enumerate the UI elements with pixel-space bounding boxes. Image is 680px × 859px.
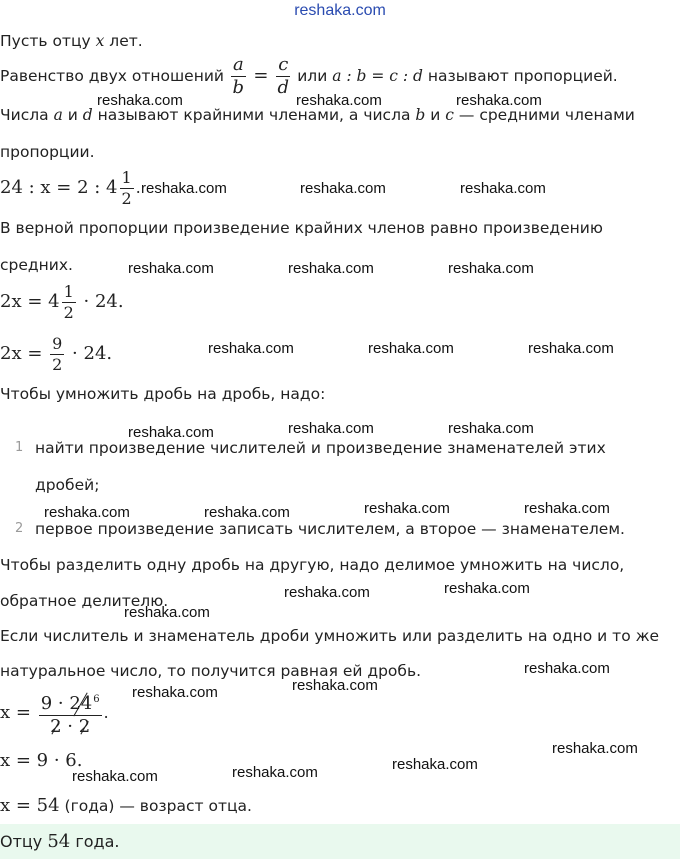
- math-expression: · 24.: [77, 291, 124, 312]
- line-equation-2x-mixed: [0, 278, 124, 326]
- watermark: reshaka.com: [448, 260, 534, 277]
- line-rule: [0, 217, 603, 239]
- text: Если числитель и знаменатель дроби умножить или разделить на одно и то же: [0, 627, 660, 645]
- fraction-c-d: [276, 54, 290, 99]
- denominator: 2: [52, 355, 63, 374]
- text: Пусть отцу: [0, 32, 96, 50]
- text: первое произведение записать числителем, а второе — знаменателем.: [35, 520, 625, 538]
- math-proportion: a : b = c : d: [332, 67, 423, 85]
- line-equation-2x-frac: [0, 330, 112, 378]
- math-expression: x =: [0, 702, 37, 723]
- crossed-factor: 24: [69, 693, 93, 714]
- list-item-1-line-1: [35, 437, 606, 459]
- watermark: reshaka.com: [72, 768, 158, 785]
- text: .: [135, 179, 141, 197]
- list-item-2: [35, 518, 625, 540]
- math-var: c: [445, 106, 454, 124]
- watermark: reshaka.com: [44, 504, 130, 521]
- line-middles: [0, 254, 73, 276]
- watermark: reshaka.com: [97, 92, 183, 109]
- text: Числа: [0, 106, 54, 124]
- fraction-one-half: [120, 168, 134, 209]
- site-link[interactable]: reshaka.com: [294, 2, 386, 19]
- text: найти произведение числителей и произведение знаменателей этих: [35, 439, 606, 457]
- watermark: reshaka.com: [141, 180, 227, 197]
- text: Равенство двух отношений: [0, 67, 229, 85]
- denominator: d: [277, 77, 290, 98]
- line-proportion-word: [0, 141, 95, 163]
- watermark: reshaka.com: [204, 504, 290, 521]
- line-divide-rule: [0, 554, 624, 576]
- watermark: reshaka.com: [444, 580, 530, 597]
- fraction-a-b: [231, 54, 246, 99]
- fraction-one-half: [62, 282, 76, 323]
- watermark: reshaka.com: [296, 92, 382, 109]
- answer-text: [0, 831, 120, 853]
- denominator: 2: [63, 303, 74, 322]
- watermark: reshaka.com: [284, 584, 370, 601]
- watermark: reshaka.com: [292, 677, 378, 694]
- math-expression: 2x = 4: [0, 291, 60, 312]
- math-var: x: [95, 32, 105, 50]
- line-multiply-rule: [0, 383, 325, 405]
- math-expression: x = 54: [0, 795, 60, 816]
- line-equation-proportion: [0, 164, 141, 212]
- list-number: 2: [15, 521, 24, 536]
- numerator: a: [232, 54, 244, 75]
- list-item-1-line-2: [35, 474, 99, 496]
- watermark: reshaka.com: [456, 92, 542, 109]
- denominator: 2: [121, 189, 132, 208]
- text: В верной пропорции произведение крайних членов равно произведению: [0, 219, 603, 237]
- watermark: reshaka.com: [552, 740, 638, 757]
- watermark: reshaka.com: [524, 660, 610, 677]
- list-number: 1: [15, 440, 24, 455]
- line-let-father: [0, 30, 143, 52]
- dot: ·: [61, 716, 79, 737]
- factor: 9 ·: [40, 693, 70, 714]
- denominator: b: [232, 77, 245, 98]
- numerator: 9: [52, 334, 63, 353]
- numerator: 1: [121, 168, 132, 187]
- watermark: reshaka.com: [528, 340, 614, 357]
- text: (года) — возраст отца.: [59, 797, 252, 815]
- watermark: reshaka.com: [448, 420, 534, 437]
- text: Чтобы разделить одну дробь на другую, надо делимое умножить на число,: [0, 556, 625, 574]
- math-var: b: [415, 106, 426, 124]
- math-expression: · 24.: [66, 343, 113, 364]
- numerator: c: [278, 54, 289, 75]
- text: пропорции.: [0, 143, 95, 161]
- math-var: d: [82, 106, 93, 124]
- math-expression: 2x =: [0, 343, 49, 364]
- line-x-reduced: [0, 688, 109, 738]
- fraction-reduction: [39, 689, 102, 738]
- text: натуральное число, то получится равная ей дробь.: [0, 662, 422, 680]
- fraction-nine-halves: [50, 334, 64, 375]
- text: или: [292, 67, 333, 85]
- text: обратное делителю.: [0, 592, 169, 610]
- watermark: reshaka.com: [364, 500, 450, 517]
- watermark: reshaka.com: [232, 764, 318, 781]
- text: года.: [70, 832, 120, 851]
- answer-value: 54: [47, 831, 71, 852]
- text: Чтобы умножить дробь на дробь, надо:: [0, 385, 326, 403]
- text: Отцу: [0, 832, 48, 851]
- line-fraction-rule: [0, 625, 659, 647]
- text: — средними членами: [453, 106, 635, 124]
- denominator: [39, 716, 102, 738]
- numerator: [39, 689, 102, 716]
- crossed-factor: 2: [78, 716, 91, 737]
- watermark: reshaka.com: [128, 260, 214, 277]
- watermark: reshaka.com: [128, 424, 214, 441]
- crossed-factor: 2: [50, 716, 62, 737]
- watermark: reshaka.com: [460, 180, 546, 197]
- reduced-value: 6: [93, 694, 100, 705]
- watermark: reshaka.com: [368, 340, 454, 357]
- watermark: reshaka.com: [392, 756, 478, 773]
- watermark: reshaka.com: [208, 340, 294, 357]
- text: лет.: [104, 32, 143, 50]
- watermark: reshaka.com: [288, 420, 374, 437]
- watermark: reshaka.com: [524, 500, 610, 517]
- text: называют пропорцией.: [422, 67, 618, 85]
- line-x-product: [0, 750, 82, 772]
- text: и: [425, 106, 446, 124]
- numerator: 1: [63, 282, 74, 301]
- text: .: [103, 704, 109, 722]
- watermark: reshaka.com: [124, 604, 210, 621]
- math-expression: 24 : x = 2 : 4: [0, 177, 118, 198]
- equals-sign: =: [247, 65, 275, 86]
- line-x-result: [0, 795, 252, 817]
- text: дробей;: [35, 476, 100, 494]
- text: называют крайними членами, а числа: [92, 106, 416, 124]
- watermark: reshaka.com: [288, 260, 374, 277]
- text: средних.: [0, 256, 73, 274]
- math-expression: x = 9 · 6.: [0, 750, 83, 771]
- math-var: a: [53, 106, 63, 124]
- watermark: reshaka.com: [300, 180, 386, 197]
- text: и: [62, 106, 83, 124]
- watermark: reshaka.com: [132, 684, 218, 701]
